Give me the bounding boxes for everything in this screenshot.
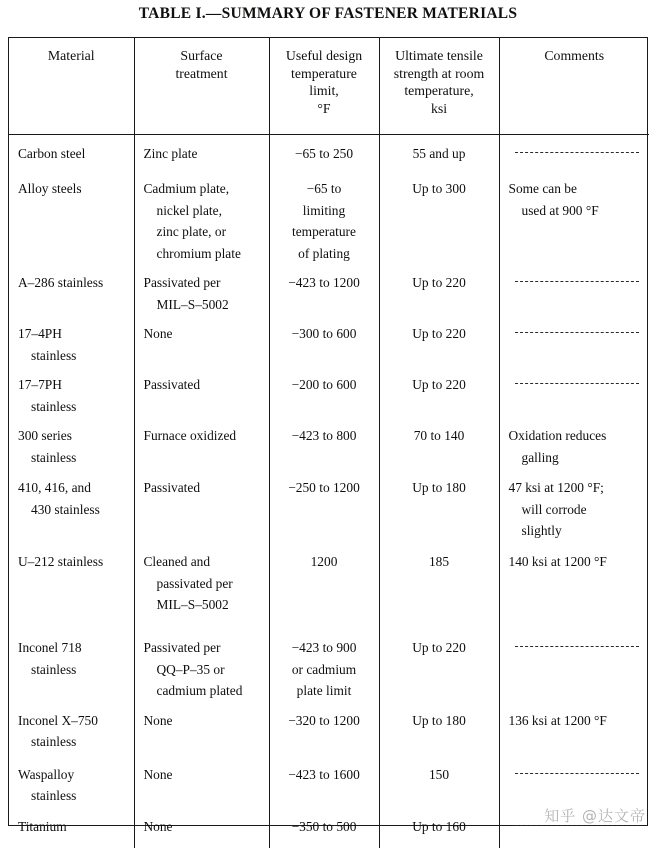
cell-content xyxy=(9,366,134,417)
table-row xyxy=(9,366,649,417)
cell-material xyxy=(9,170,134,264)
table-row xyxy=(9,170,649,264)
cell-line: stainless xyxy=(31,449,77,465)
cell-temp xyxy=(269,366,379,417)
table-header xyxy=(9,38,649,134)
cell-line: of plating xyxy=(298,245,350,261)
cell-strength xyxy=(379,264,499,315)
table-row xyxy=(9,315,649,366)
cell-temp xyxy=(269,629,379,702)
cell-surface xyxy=(134,543,269,629)
cell-line: cadmium plated xyxy=(156,683,243,698)
header-line: Useful design xyxy=(285,48,363,63)
cell-line: will corrode xyxy=(521,501,587,517)
cell-content xyxy=(135,756,269,786)
cell-content xyxy=(9,170,134,200)
cell-line: None xyxy=(143,712,173,728)
cell-line: 17–4PH xyxy=(18,326,62,341)
cell-material xyxy=(9,808,134,848)
cell-line: −423 to 800 xyxy=(291,428,357,443)
cell-line: passivated per xyxy=(156,575,233,591)
cell-content xyxy=(9,417,134,468)
cell-surface xyxy=(134,315,269,366)
cell-content xyxy=(135,135,269,165)
cell-material xyxy=(9,315,134,366)
cell-line: −350 to 500 xyxy=(291,818,357,834)
cell-content xyxy=(135,170,269,264)
column-header-strength xyxy=(379,38,499,134)
cell-line: MIL–S–5002 xyxy=(156,597,229,612)
cell-content xyxy=(380,135,499,165)
cell-line: 140 ksi at 1200 °F xyxy=(508,554,607,569)
cell-content xyxy=(9,808,134,838)
header-line: strength at room xyxy=(393,65,485,81)
cell-temp xyxy=(269,808,379,848)
header-line: temperature xyxy=(291,65,357,81)
cell-surface xyxy=(134,134,269,170)
cell-content xyxy=(380,702,499,732)
cell-line: Up to 220 xyxy=(412,377,466,392)
cell-line: stainless xyxy=(31,661,77,677)
cell-content xyxy=(380,417,499,447)
cell-material xyxy=(9,543,134,629)
cell-line: −200 to 600 xyxy=(291,377,357,392)
cell-line: Oxidation reduces xyxy=(508,428,607,443)
cell-line: Passivated per xyxy=(143,640,221,655)
cell-content xyxy=(500,315,650,333)
cell-content xyxy=(135,629,269,702)
cell-line: or cadmium xyxy=(291,661,357,677)
cell-temp xyxy=(269,170,379,264)
column-header-text xyxy=(270,47,379,117)
cell-line: A–286 stainless xyxy=(18,275,104,290)
cell-line: limiting xyxy=(302,202,346,218)
table-row xyxy=(9,543,649,629)
cell-content xyxy=(380,756,499,786)
cell-comments xyxy=(499,543,649,629)
cell-line: −300 to 600 xyxy=(291,326,357,341)
cell-comments xyxy=(499,756,649,808)
cell-strength xyxy=(379,366,499,417)
cell-strength xyxy=(379,315,499,366)
empty-placeholder-dashes xyxy=(515,332,640,333)
cell-line: Cadmium plate, xyxy=(143,181,230,196)
cell-line: Up to 220 xyxy=(412,326,466,341)
table-row xyxy=(9,756,649,808)
cell-line: Up to 160 xyxy=(412,818,466,834)
cell-temp xyxy=(269,756,379,808)
empty-placeholder-dashes xyxy=(515,646,640,647)
cell-content xyxy=(9,756,134,807)
table-body xyxy=(9,134,649,848)
cell-line: Passivated xyxy=(143,480,201,495)
cell-temp xyxy=(269,543,379,629)
column-header-text xyxy=(500,47,650,65)
cell-line: stainless xyxy=(31,347,77,363)
cell-content xyxy=(380,629,499,659)
cell-material xyxy=(9,264,134,315)
cell-content xyxy=(270,629,379,702)
cell-line: 55 and up xyxy=(412,145,466,161)
cell-temp xyxy=(269,264,379,315)
cell-line: Some can be xyxy=(508,181,577,196)
cell-line: zinc plate, or xyxy=(156,224,227,239)
cell-content xyxy=(9,543,134,573)
header-line: treatment xyxy=(175,65,228,81)
cell-content xyxy=(500,366,650,384)
cell-line: galling xyxy=(521,449,559,465)
header-line: Surface xyxy=(180,48,223,63)
cell-material xyxy=(9,366,134,417)
cell-content xyxy=(270,170,379,264)
cell-content xyxy=(270,366,379,396)
cell-line: MIL–S–5002 xyxy=(156,296,229,312)
cell-content xyxy=(500,417,650,468)
fastener-materials-table xyxy=(8,37,648,834)
cell-line: 70 to 140 xyxy=(413,428,465,443)
column-header-text xyxy=(380,47,499,117)
cell-comments xyxy=(499,315,649,366)
cell-temp xyxy=(269,469,379,543)
cell-surface xyxy=(134,366,269,417)
cell-strength xyxy=(379,170,499,264)
cell-content xyxy=(380,315,499,345)
cell-line: Alloy steels xyxy=(18,181,82,196)
cell-line: Up to 300 xyxy=(412,181,466,196)
cell-strength xyxy=(379,756,499,808)
cell-line: chromium plate xyxy=(156,245,241,261)
cell-material xyxy=(9,756,134,808)
header-line: Material xyxy=(47,48,95,63)
cell-temp xyxy=(269,315,379,366)
cell-content xyxy=(500,170,650,221)
header-line: temperature, xyxy=(404,83,474,98)
cell-comments xyxy=(499,469,649,543)
cell-line: stainless xyxy=(31,734,77,749)
cell-temp xyxy=(269,417,379,469)
cell-line: Cleaned and xyxy=(143,554,211,569)
cell-content xyxy=(270,702,379,732)
cell-line: Inconel 718 xyxy=(18,640,82,655)
cell-line: Passivated xyxy=(143,377,201,392)
cell-content xyxy=(500,702,650,732)
cell-line: Passivated per xyxy=(143,275,221,290)
table-row xyxy=(9,702,649,756)
table-row xyxy=(9,808,649,848)
cell-content xyxy=(135,808,269,838)
cell-content xyxy=(380,469,499,499)
cell-content xyxy=(500,543,650,573)
column-header-temp xyxy=(269,38,379,134)
cell-content xyxy=(270,808,379,838)
cell-strength xyxy=(379,808,499,848)
cell-strength xyxy=(379,702,499,756)
cell-comments xyxy=(499,170,649,264)
header-line: Comments xyxy=(544,48,605,63)
cell-surface xyxy=(134,170,269,264)
cell-comments xyxy=(499,134,649,170)
cell-line: Up to 220 xyxy=(412,275,466,290)
cell-line: 410, 416, and xyxy=(18,480,91,495)
cell-line: −423 to 900 xyxy=(291,640,357,655)
cell-line: temperature xyxy=(292,224,356,239)
empty-placeholder-dashes xyxy=(515,383,640,384)
cell-content xyxy=(9,264,134,294)
cell-content xyxy=(135,417,269,447)
table-row xyxy=(9,629,649,702)
header-line: Ultimate tensile xyxy=(395,48,483,63)
cell-line: Zinc plate xyxy=(143,145,198,161)
cell-strength xyxy=(379,543,499,629)
cell-line: 1200 xyxy=(310,554,338,569)
cell-line: used at 900 °F xyxy=(521,202,599,218)
cell-line: −423 to 1200 xyxy=(288,275,360,290)
cell-content xyxy=(270,315,379,345)
cell-line: 47 ksi at 1200 °F; xyxy=(508,480,604,495)
cell-content xyxy=(270,543,379,573)
cell-line: −320 to 1200 xyxy=(288,712,360,728)
table-row xyxy=(9,134,649,170)
cell-content xyxy=(270,756,379,786)
cell-comments xyxy=(499,264,649,315)
column-header-surface xyxy=(134,38,269,134)
cell-line: Waspalloy xyxy=(18,766,75,782)
cell-line: slightly xyxy=(521,523,562,538)
cell-surface xyxy=(134,417,269,469)
column-header-material xyxy=(9,38,134,134)
cell-line: Up to 180 xyxy=(412,480,466,495)
cell-content xyxy=(500,629,650,647)
cell-strength xyxy=(379,469,499,543)
cell-line: None xyxy=(143,818,173,834)
cell-line: −423 to 1600 xyxy=(288,766,360,782)
cell-content xyxy=(380,170,499,200)
cell-line: Inconel X–750 xyxy=(18,712,98,728)
column-header-comments xyxy=(499,38,649,134)
cell-temp xyxy=(269,702,379,756)
cell-content xyxy=(9,629,134,680)
cell-content xyxy=(135,315,269,345)
cell-content xyxy=(500,135,650,153)
cell-line: −250 to 1200 xyxy=(288,480,360,495)
page-root xyxy=(0,4,656,834)
column-header-text xyxy=(9,47,134,65)
cell-content xyxy=(270,135,379,165)
cell-content xyxy=(500,756,650,774)
cell-line: −65 to xyxy=(306,181,342,196)
cell-content xyxy=(380,808,499,838)
cell-content xyxy=(135,366,269,396)
cell-line: plate limit xyxy=(296,683,352,698)
cell-content xyxy=(500,264,650,282)
header-row xyxy=(9,38,649,134)
header-line: °F xyxy=(317,100,331,116)
cell-strength xyxy=(379,134,499,170)
cell-content xyxy=(9,315,134,366)
cell-content xyxy=(9,469,134,520)
cell-content xyxy=(380,543,499,573)
cell-content xyxy=(135,702,269,732)
cell-line: stainless xyxy=(31,788,77,803)
cell-line: Titanium xyxy=(18,818,67,834)
cell-content xyxy=(135,264,269,315)
cell-line: 430 stainless xyxy=(31,501,100,517)
column-header-text xyxy=(135,47,269,82)
cell-line: Carbon steel xyxy=(18,145,86,161)
empty-placeholder-dashes xyxy=(515,152,640,153)
cell-surface xyxy=(134,629,269,702)
cell-content xyxy=(270,417,379,447)
cell-line: −65 to 250 xyxy=(294,145,354,161)
cell-surface xyxy=(134,702,269,756)
empty-placeholder-dashes xyxy=(515,825,640,826)
cell-content xyxy=(500,469,650,542)
header-line: limit, xyxy=(309,83,339,98)
cell-comments xyxy=(499,702,649,756)
cell-surface xyxy=(134,808,269,848)
cell-content xyxy=(380,264,499,294)
cell-material xyxy=(9,469,134,543)
empty-placeholder-dashes xyxy=(515,281,640,282)
page-title: TABLE I.—SUMMARY OF FASTENER MATERIALS xyxy=(138,5,518,22)
cell-content xyxy=(380,366,499,396)
cell-line: None xyxy=(143,766,173,782)
cell-line: U–212 stainless xyxy=(18,554,104,569)
cell-line: Up to 220 xyxy=(412,640,466,655)
cell-surface xyxy=(134,756,269,808)
cell-comments xyxy=(499,417,649,469)
table-row xyxy=(9,264,649,315)
cell-content xyxy=(135,469,269,499)
cell-line: None xyxy=(143,326,173,341)
cell-material xyxy=(9,134,134,170)
cell-line: 136 ksi at 1200 °F xyxy=(508,712,607,728)
cell-surface xyxy=(134,264,269,315)
cell-material xyxy=(9,629,134,702)
cell-content xyxy=(500,808,650,826)
cell-comments xyxy=(499,629,649,702)
cell-content xyxy=(270,469,379,499)
header-line: ksi xyxy=(430,100,448,116)
cell-line: 17–7PH xyxy=(18,377,62,392)
cell-line: 300 series xyxy=(18,428,72,443)
cell-line: Up to 180 xyxy=(412,712,466,728)
cell-temp xyxy=(269,134,379,170)
cell-line: Furnace oxidized xyxy=(143,428,237,443)
table-row xyxy=(9,469,649,543)
cell-content xyxy=(9,135,134,165)
cell-line: nickel plate, xyxy=(156,202,222,218)
cell-strength xyxy=(379,629,499,702)
cell-content xyxy=(135,543,269,616)
empty-placeholder-dashes xyxy=(515,773,640,774)
table xyxy=(9,38,649,848)
cell-material xyxy=(9,702,134,756)
cell-material xyxy=(9,417,134,469)
cell-line: QQ–P–35 or xyxy=(156,661,225,677)
cell-line: 150 xyxy=(428,766,450,782)
table-row xyxy=(9,417,649,469)
cell-content xyxy=(270,264,379,294)
cell-content xyxy=(9,702,134,753)
cell-strength xyxy=(379,417,499,469)
cell-surface xyxy=(134,469,269,543)
cell-line: stainless xyxy=(31,398,77,414)
cell-comments xyxy=(499,366,649,417)
cell-line: 185 xyxy=(428,554,450,569)
cell-comments xyxy=(499,808,649,848)
watermark: 知乎 @达文帝 xyxy=(544,807,646,825)
